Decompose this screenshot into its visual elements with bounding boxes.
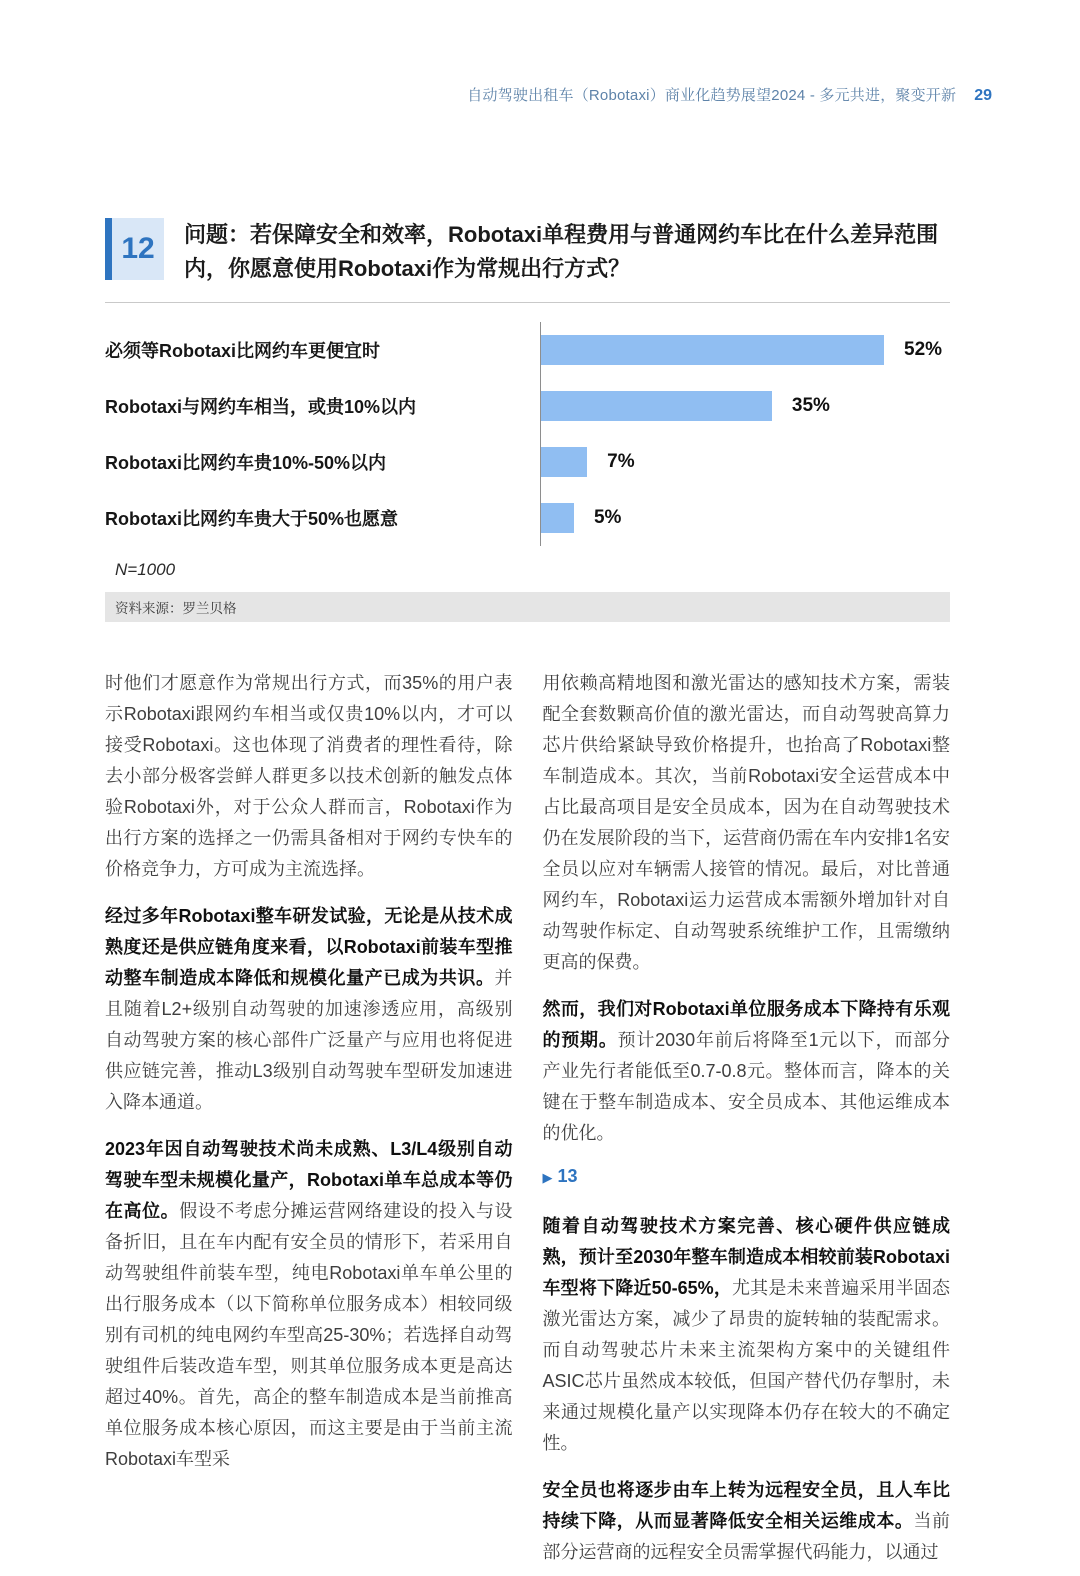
chart-bar	[541, 447, 587, 477]
text: 并且随着L2+级别自动驾驶的加速渗透应用，高级别自动驾驶方案的核心部件广泛量产与应用也将促进供应链完善，推动L3级别自动驾驶车型研发加速进入降本通道。	[105, 968, 513, 1112]
question-number: 12	[112, 218, 164, 280]
text: 预计2030年前后将降至1元以下，而部分产业先行者能低至0.7-0.8元。整体而言，降本的关键在于整车制造成本、安全员成本、其他运维成本的优化。	[542, 1030, 950, 1143]
paragraph	[543, 1475, 951, 1568]
chart-category-label: 必须等Robotaxi比网约车更便宜时	[105, 341, 380, 361]
paragraph	[543, 994, 951, 1149]
paragraph	[543, 1211, 951, 1459]
text: 尤其是未来普遍采用半固态激光雷达方案，减少了昂贵的旋转轴的装配需求。而自动驾驶芯片未来主流架构方案中的关键组件ASIC芯片虽然成本较低，但国产替代仍存掣肘，未来通过规模化量产以实现降本仍存在较大的不确定性。	[542, 1278, 950, 1453]
page-number: 29	[974, 87, 992, 104]
chart-value-label: 5%	[593, 507, 622, 528]
text: 时他们才愿意作为常规出行方式，而35%的用户表示Robotaxi跟网约车相当或仅贵10%以内，才可以接受Robotaxi。这也体现了消费者的理性看待，除去小部分极客尝鲜人群更多以技术创新的触发点体验Robotaxi外，对于公众人群而言，Robotaxi作为出行方案的选择之一仍需具备相对于网约专快车的价格竞争力，方可成为主流选择。	[105, 673, 513, 879]
chart-bar-area	[540, 322, 950, 378]
text: 用依赖高精地图和激光雷达的感知技术方案，需装配全套数颗高价值的激光雷达，而自动驾驶高算力芯片供给紧缺导致价格提升，也抬高了Robotaxi整车制造成本。其次，当前Robotaxi安全运营成本中占比最高项目是安全员成本，因为在自动驾驶技术仍在发展阶段的当下，运营商仍需在车内安排1名安全员以应对车辆需人接管的情况。最后，对比普通网约车，Robotaxi运力运营成本需额外增加针对自动驾驶作标定、自动驾驶系统维护工作，且需缴纳更高的保费。	[542, 673, 950, 972]
bold-text: 安全员也将逐步由车上转为远程安全员，且人车比持续下降，从而显著降低安全相关运维成本。	[542, 1480, 950, 1531]
chart-row	[105, 322, 950, 378]
figure-reference[interactable]	[543, 1161, 951, 1193]
chart-value-label: 7%	[607, 451, 635, 472]
bar-chart-rows	[105, 322, 950, 546]
bold-text: 然而，我们对Robotaxi单位服务成本下降持有乐观的预期。	[542, 999, 950, 1050]
question-divider	[105, 302, 950, 303]
chart-category-label: Robotaxi比网约车贵10%-50%以内	[105, 453, 387, 473]
chart-category-label: Robotaxi与网约车相当，或贵10%以内	[105, 397, 417, 417]
text: 假设不考虑分摊运营网络建设的投入与设备折旧，且在车内配有安全员的情形下，若采用自动驾驶组件前装车型，纯电Robotaxi单车单公里的出行服务成本（以下简称单位服务成本）相较同级别有司机的纯电网约车型高25-30%；若选择自动驾驶组件后装改造车型，则其单位服务成本更是高达超过40%。首先，高企的整车制造成本是当前推高单位服务成本核心原因，而这主要是由于当前主流Robotaxi车型采	[105, 1201, 513, 1469]
paragraph	[543, 668, 951, 978]
chart-value-label: 35%	[791, 395, 830, 416]
text: 当前部分运营商的远程安全员需掌握代码能力，以通过	[542, 1511, 951, 1562]
paragraph	[105, 1134, 513, 1475]
question-number-badge	[105, 218, 164, 280]
question-text: 问题：若保障安全和效率，Robotaxi单程费用与普通网约车比在什么差异范围内，你愿意使用Robotaxi作为常规出行方式？	[184, 222, 939, 281]
question-block	[105, 218, 965, 286]
question-accent-bar	[105, 218, 112, 280]
source-label: 资料来源：罗兰贝格	[115, 601, 237, 616]
body-text	[105, 668, 950, 1576]
chart-bar	[541, 335, 884, 365]
chart-value-label: 52%	[904, 339, 943, 360]
bar-chart	[105, 322, 950, 580]
chart-row	[105, 434, 950, 490]
chart-row	[105, 378, 950, 434]
chart-category-label: Robotaxi比网约车贵大于50%也愿意	[105, 509, 399, 529]
page-header	[105, 84, 992, 105]
paragraph	[105, 901, 513, 1118]
paragraph	[105, 668, 513, 885]
bold-text: 随着自动驾驶技术方案完善、核心硬件供应链成熟，预计至2030年整车制造成本相较前装Robotaxi车型将下降近50-65%，	[542, 1216, 950, 1298]
bold-text: ▶	[542, 1170, 553, 1185]
report-title: 自动驾驶出租车（Robotaxi）商业化趋势展望2024 - 多元共进，聚变开新	[467, 87, 957, 104]
left-column	[105, 668, 513, 1576]
chart-row	[105, 490, 950, 546]
chart-bar-area	[540, 378, 950, 434]
chart-bar-area	[540, 434, 950, 490]
right-column	[543, 668, 951, 1576]
bold-text: 2023年因自动驾驶技术尚未成熟、L3/L4级别自动驾驶车型未规模化量产，Robotaxi单车总成本等仍在高位。	[105, 1139, 513, 1221]
chart-bar	[541, 503, 574, 533]
sample-size-note: N=1000	[115, 560, 176, 579]
chart-bar	[541, 391, 772, 421]
chart-bar-area	[540, 490, 950, 546]
source-bar	[105, 592, 950, 622]
bold-text: 13	[552, 1166, 578, 1186]
bold-text: 经过多年Robotaxi整车研发试验，无论是从技术成熟度还是供应链角度来看，以Robotaxi前装车型推动整车制造成本降低和规模化量产已成为共识。	[105, 906, 513, 988]
